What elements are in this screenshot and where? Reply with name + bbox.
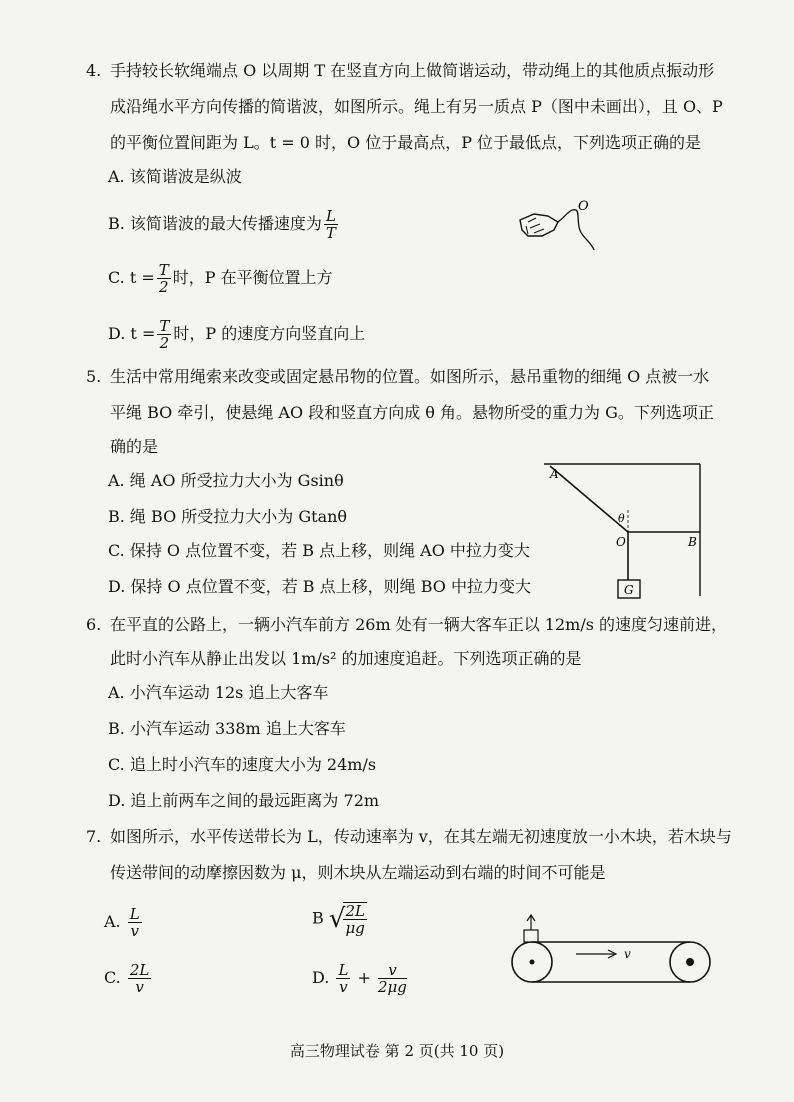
q5-hanging-weight-figure bbox=[540, 460, 720, 610]
left-pulley-axle bbox=[530, 960, 535, 965]
q4-option-c bbox=[108, 262, 333, 295]
q7-a-label: A. bbox=[104, 912, 121, 931]
q7-stem-line-2: 传送带间的动摩擦因数为 μ，则木块从左端运动到右端的时间不可能是 bbox=[110, 863, 606, 882]
q4-c-num: T bbox=[158, 261, 169, 279]
rope-ao bbox=[550, 466, 628, 532]
page-footer: 高三物理试卷 第 2 页(共 10 页) bbox=[289, 1042, 505, 1060]
label-theta: θ bbox=[618, 512, 625, 525]
q7-d-label: D. bbox=[312, 968, 330, 987]
sqrt-icon: √ bbox=[328, 904, 346, 934]
q7-b-fraction bbox=[343, 902, 367, 936]
q7-d-plus: + bbox=[357, 968, 371, 987]
q5-option-d: D. 保持 O 点位置不变，若 B 点上移，则绳 BO 中拉力变大 bbox=[108, 577, 531, 596]
q5-stem-line-2: 平绳 BO 牵引，使悬绳 AO 段和竖直方向成 θ 角。悬物所受的重力为 G。下列选项正 bbox=[110, 403, 714, 422]
q7-c-fraction bbox=[128, 962, 152, 995]
q7-option-d bbox=[312, 962, 409, 995]
q5-number: 5. bbox=[86, 367, 102, 386]
q4-c-pre: C. t = bbox=[108, 268, 155, 287]
q4-d-num: T bbox=[159, 317, 170, 335]
q4-option-d bbox=[108, 318, 365, 351]
q7-d-den1: v bbox=[339, 978, 348, 996]
hand-fingers bbox=[526, 218, 544, 234]
velocity-label: v bbox=[624, 947, 631, 961]
wood-block bbox=[524, 930, 538, 942]
q7-c-den: v bbox=[135, 978, 144, 996]
q4-d-pre: D. t = bbox=[108, 324, 156, 343]
q7-a-fraction bbox=[128, 906, 142, 939]
q6-option-b: B. 小汽车运动 338m 追上大客车 bbox=[108, 719, 346, 738]
q6-stem-line-1: 在平直的公路上，一辆小汽车前方 26m 处有一辆大客车正以 12m/s 的速度匀速前进， bbox=[110, 615, 728, 634]
q4-b-den: T bbox=[325, 224, 336, 242]
q5-option-b: B. 绳 BO 所受拉力大小为 Gtanθ bbox=[108, 507, 348, 526]
q4-number: 4. bbox=[86, 61, 102, 80]
q4-stem-line-3: 的平衡位置间距为 L。t = 0 时，O 位于最高点，P 位于最低点，下列选项正确的是 bbox=[110, 133, 702, 152]
q6-number: 6. bbox=[86, 615, 102, 634]
q7-d-fraction-2 bbox=[378, 962, 407, 995]
q7-c-label: C. bbox=[104, 968, 121, 987]
q4-c-post: 时，P 在平衡位置上方 bbox=[172, 268, 333, 287]
label-g: G bbox=[624, 583, 634, 597]
q7-d-num2: v bbox=[378, 962, 407, 979]
q7-d-fraction-1 bbox=[336, 962, 350, 995]
q6-stem-line-2: 此时小汽车从静止出发以 1m/s² 的加速度追赶。下列选项正确的是 bbox=[110, 649, 582, 668]
q5-stem-line-1: 生活中常用绳索来改变或固定悬吊物的位置。如图所示，悬吊重物的细绳 O 点被一水 bbox=[110, 367, 710, 386]
q5-option-c: C. 保持 O 点位置不变，若 B 点上移，则绳 AO 中拉力变大 bbox=[108, 541, 530, 560]
q7-number: 7. bbox=[86, 827, 102, 846]
right-pulley-axle bbox=[686, 958, 694, 966]
q4-c-den: 2 bbox=[159, 278, 169, 296]
q5-option-a: A. 绳 AO 所受拉力大小为 Gsinθ bbox=[108, 471, 344, 490]
q7-d-den2: 2μg bbox=[378, 978, 407, 996]
q4-option-a: A. 该简谐波是纵波 bbox=[108, 167, 242, 186]
q7-c-num: 2L bbox=[129, 961, 150, 979]
label-b: B bbox=[688, 535, 697, 549]
q7-stem-line-1: 如图所示，水平传送带长为 L，传动速率为 v，在其左端无初速度放一小木块，若木块与 bbox=[110, 827, 732, 846]
label-o: O bbox=[616, 535, 626, 549]
q7-a-num: L bbox=[129, 905, 140, 923]
q4-option-b bbox=[108, 208, 340, 241]
q4-option-b-fraction bbox=[324, 208, 338, 241]
q7-a-den: v bbox=[130, 922, 139, 940]
q4-d-den: 2 bbox=[159, 334, 170, 352]
q4-option-c-fraction bbox=[157, 262, 171, 295]
q7-d-num1: L bbox=[338, 961, 349, 979]
point-o-label: O bbox=[578, 199, 589, 214]
q7-option-a bbox=[104, 906, 144, 939]
q7-conveyor-belt-figure bbox=[506, 912, 718, 992]
q4-hand-rope-figure bbox=[514, 196, 604, 256]
q7-option-c bbox=[104, 962, 153, 995]
q6-option-a: A. 小汽车运动 12s 追上大客车 bbox=[108, 683, 329, 702]
q4-stem-line-2: 成沿绳水平方向传播的简谐波，如图所示。绳上有另一质点 P（图中未画出），且 O、P bbox=[110, 97, 723, 116]
q4-b-num: L bbox=[325, 207, 336, 225]
q4-stem-line-1: 手持较长软绳端点 O 以周期 T 在竖直方向上做简谐运动，带动绳上的其他质点振动形 bbox=[110, 61, 715, 80]
q7-b-num: 2L bbox=[345, 902, 365, 920]
q7-b-label: B bbox=[312, 908, 324, 928]
q7-option-b bbox=[312, 902, 369, 936]
q6-option-d: D. 追上前两车之间的最远距离为 72m bbox=[108, 791, 380, 810]
q4-option-b-text: B. 该简谐波的最大传播速度为 bbox=[108, 214, 322, 233]
q6-option-c: C. 追上时小汽车的速度大小为 24m/s bbox=[108, 755, 377, 774]
hand-outline bbox=[520, 214, 558, 236]
q4-option-d-fraction bbox=[157, 318, 171, 351]
q5-stem-line-3: 确的是 bbox=[110, 437, 159, 456]
rope-curve bbox=[558, 210, 594, 250]
q7-b-den: μg bbox=[345, 919, 365, 937]
q4-d-post: 时，P 的速度方向竖直向上 bbox=[173, 324, 366, 343]
label-a: A bbox=[550, 467, 559, 481]
